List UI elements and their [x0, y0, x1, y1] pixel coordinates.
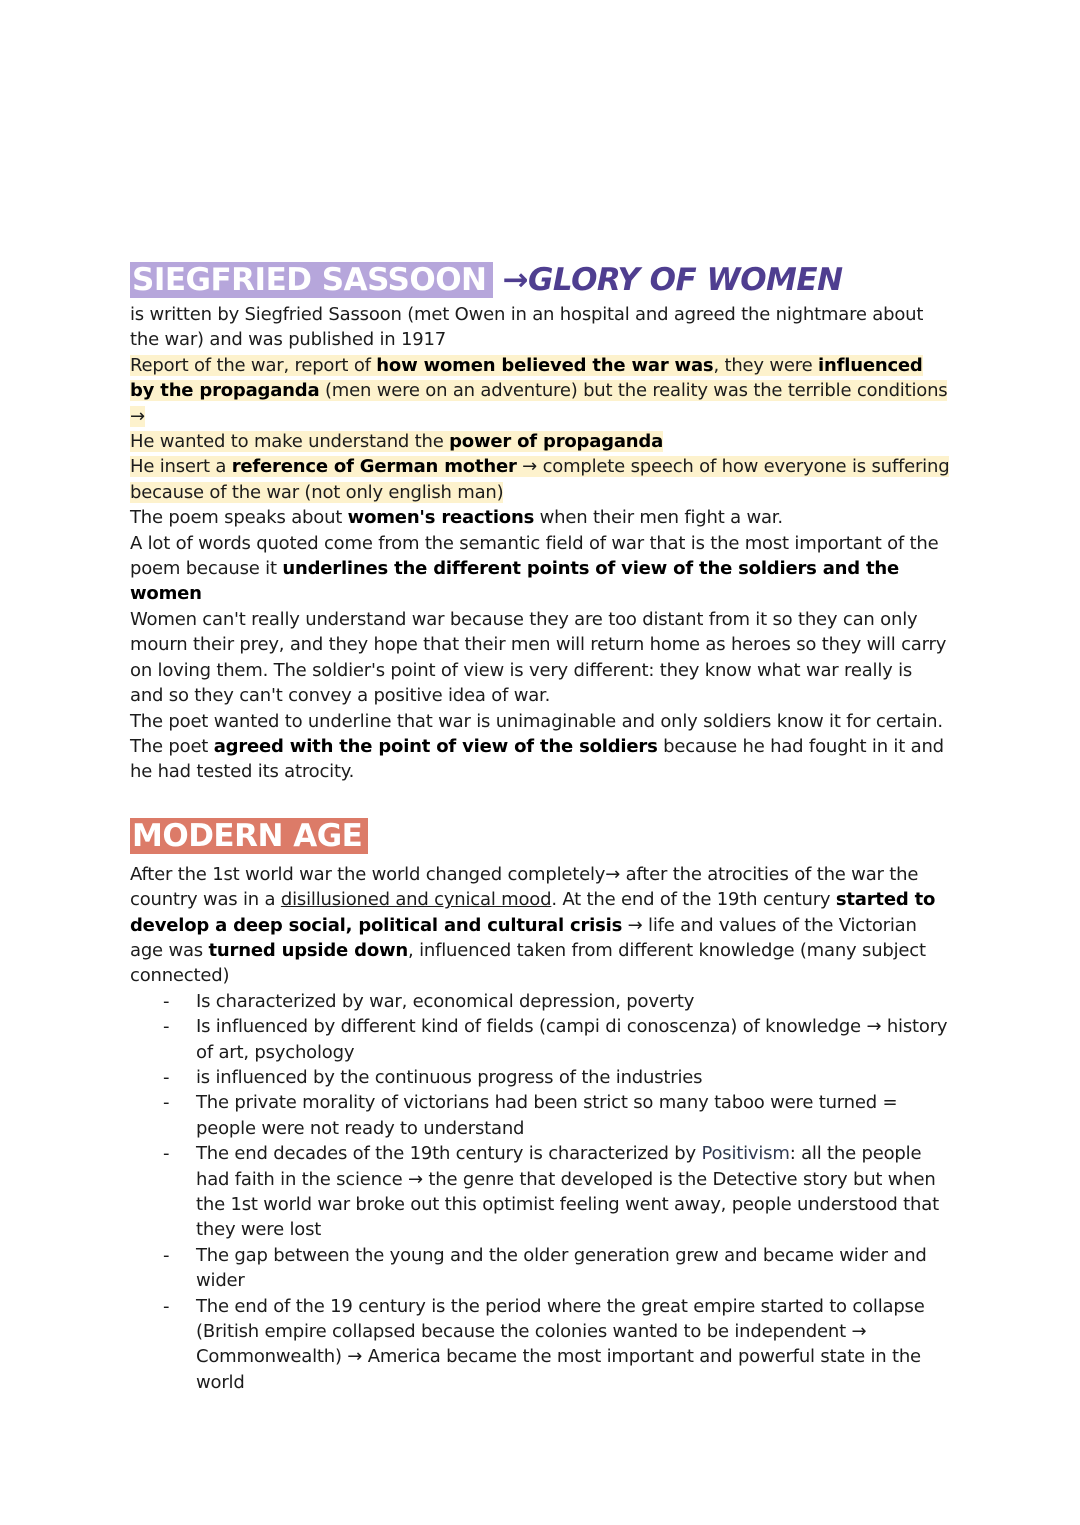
section-heading-sassoon	[130, 262, 950, 298]
document-page	[130, 262, 950, 1395]
paragraph-german-mother: He insert a reference of German mother → complete speech of how everyone is suffering because of the war (not only english man)	[130, 456, 950, 503]
list-item: - is influenced by the continuous progress of the industries	[130, 1065, 950, 1090]
paragraph-reactions: The poem speaks about women's reactions when their men fight a war.	[130, 507, 783, 529]
section-heading-modern-age	[130, 818, 950, 854]
list-item: - The end decades of the 19th century is characterized by Positivism: all the people had faith in the science → the genre that developed is the Detective story but when the 1st world war broke out this optimist feeling went away, people understood that they were lost	[130, 1141, 950, 1243]
list-item: - The gap between the young and the older generation grew and became wider and wider	[130, 1243, 950, 1294]
list-item: - The end of the 19 century is the period where the great empire started to collapse (British empire collapsed because the colonies wanted to be independent → Commonwealth) → America became the most important and powerful state in the world	[130, 1294, 950, 1396]
section-title-badge: SIEGFRIED SASSOON	[130, 262, 493, 298]
paragraph-intro: is written by Siegfried Sassoon (met Owen in an hospital and agreed the nightmare about the war) and was published in 1917	[130, 304, 924, 351]
poem-title: →GLORY OF WOMEN	[502, 262, 843, 298]
list-item: - Is influenced by different kind of fields (campi di conoscenza) of knowledge → history of art, psychology	[130, 1014, 950, 1065]
paragraph-women: Women can't really understand war because they are too distant from it so they can only mourn their prey, and they hope that their men will return home as heroes so they will carry on loving them. The soldier's point of view is very different: they know what war really is and so they can't convey a positive idea of war.	[130, 608, 947, 707]
list-item: - Is characterized by war, economical depression, poverty	[130, 989, 950, 1014]
paragraph-propaganda: Report of the war, report of how women believed the war was, they were influenced by the propaganda (men were on an adventure) but the reality was the terrible conditions →	[130, 354, 948, 427]
list-item: - The private morality of victorians had been strict so many taboo were turned = people were not ready to understand	[130, 1090, 950, 1141]
paragraph-poet: The poet wanted to underline that war is unimaginable and only soldiers know it for certain. The poet agreed with the point of view of the soldiers because he had fought in it and he had tested its atrocity.	[130, 710, 944, 783]
section-title-badge: MODERN AGE	[130, 818, 368, 854]
paragraph-modern-intro: After the 1st world war the world changed completely→ after the atrocities of the war the country was in a disillusioned and cynical mood. At the end of the 19th century started to develop a deep social, political and cultural crisis → life and values of the Victorian age was turned upside down, influenced taken from different knowledge (many subject connected)	[130, 863, 936, 987]
bullet-list	[130, 989, 950, 1396]
section-modern-age	[130, 818, 950, 1396]
paragraph-power: He wanted to make understand the power of propaganda	[130, 431, 664, 453]
paragraph-semantic-field: A lot of words quoted come from the semantic field of war that is the most important of the poem because it underlines the different points of view of the soldiers and the women	[130, 532, 939, 605]
